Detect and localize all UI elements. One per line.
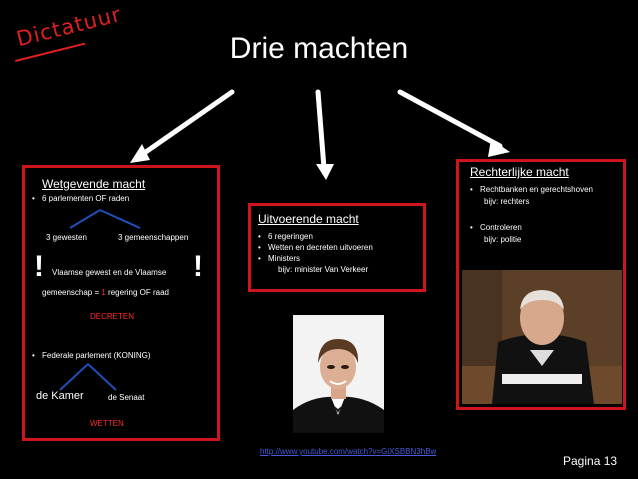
executive-heading: Uitvoerende macht [258, 212, 359, 226]
arrowhead-right [488, 139, 510, 157]
judicial-bullet-1: • Rechtbanken en gerechtshoven [480, 184, 593, 195]
legislative-gemeenschappen: 3 gemeenschappen [118, 233, 189, 242]
judicial-heading: Rechterlijke macht [470, 165, 569, 179]
dictatorship-stamp: Dictatuur [14, 2, 124, 52]
executive-item-2: • Wetten en decreten uitvoeren [268, 242, 373, 253]
arrow-to-executive [318, 92, 324, 168]
legislative-heading: Wetgevende macht [42, 177, 146, 191]
judicial-example-2: bijv: politie [484, 235, 522, 244]
executive-item-3: • Ministers [268, 253, 300, 264]
laws-label: WETTEN [90, 419, 124, 428]
judicial-example-1: bijv: rechters [484, 197, 530, 206]
legislative-count: 1 [101, 288, 106, 297]
executive-item-1: • 6 regeringen [268, 231, 313, 242]
legislative-bullet-2: • Federale parlement (KONING) [42, 350, 150, 361]
politician-photo [293, 315, 384, 433]
arrowhead-center [316, 164, 334, 180]
legislative-flemish-line: Vlaamse gewest en de Vlaamse [52, 268, 167, 277]
page-number: Pagina 13 [563, 454, 618, 468]
youtube-link[interactable]: http://www.youtube.com/watch?v=GiXSBBN3hBw [260, 447, 437, 456]
legislative-bullet-1: • 6 parlementen OF raden [42, 193, 129, 204]
judicial-bullet-2: • Controleren [480, 222, 522, 233]
arrow-to-judicial [400, 92, 500, 146]
judge-photo [462, 270, 622, 404]
executive-example: bijv: minister Van Verkeer [278, 265, 369, 274]
arrow-to-legislative [140, 92, 232, 156]
exclamation-right: ! [193, 250, 203, 283]
kamer-label: de Kamer [36, 390, 84, 402]
exclamation-left: ! [34, 250, 44, 283]
decrees-label: DECRETEN [90, 312, 135, 321]
senaat-label: de Senaat [108, 393, 145, 402]
legislative-government-line: gemeenschap = 1 regering OF raad [42, 288, 169, 297]
slide-title: Drie machten [229, 32, 409, 65]
legislative-gewesten: 3 gewesten [46, 233, 87, 242]
